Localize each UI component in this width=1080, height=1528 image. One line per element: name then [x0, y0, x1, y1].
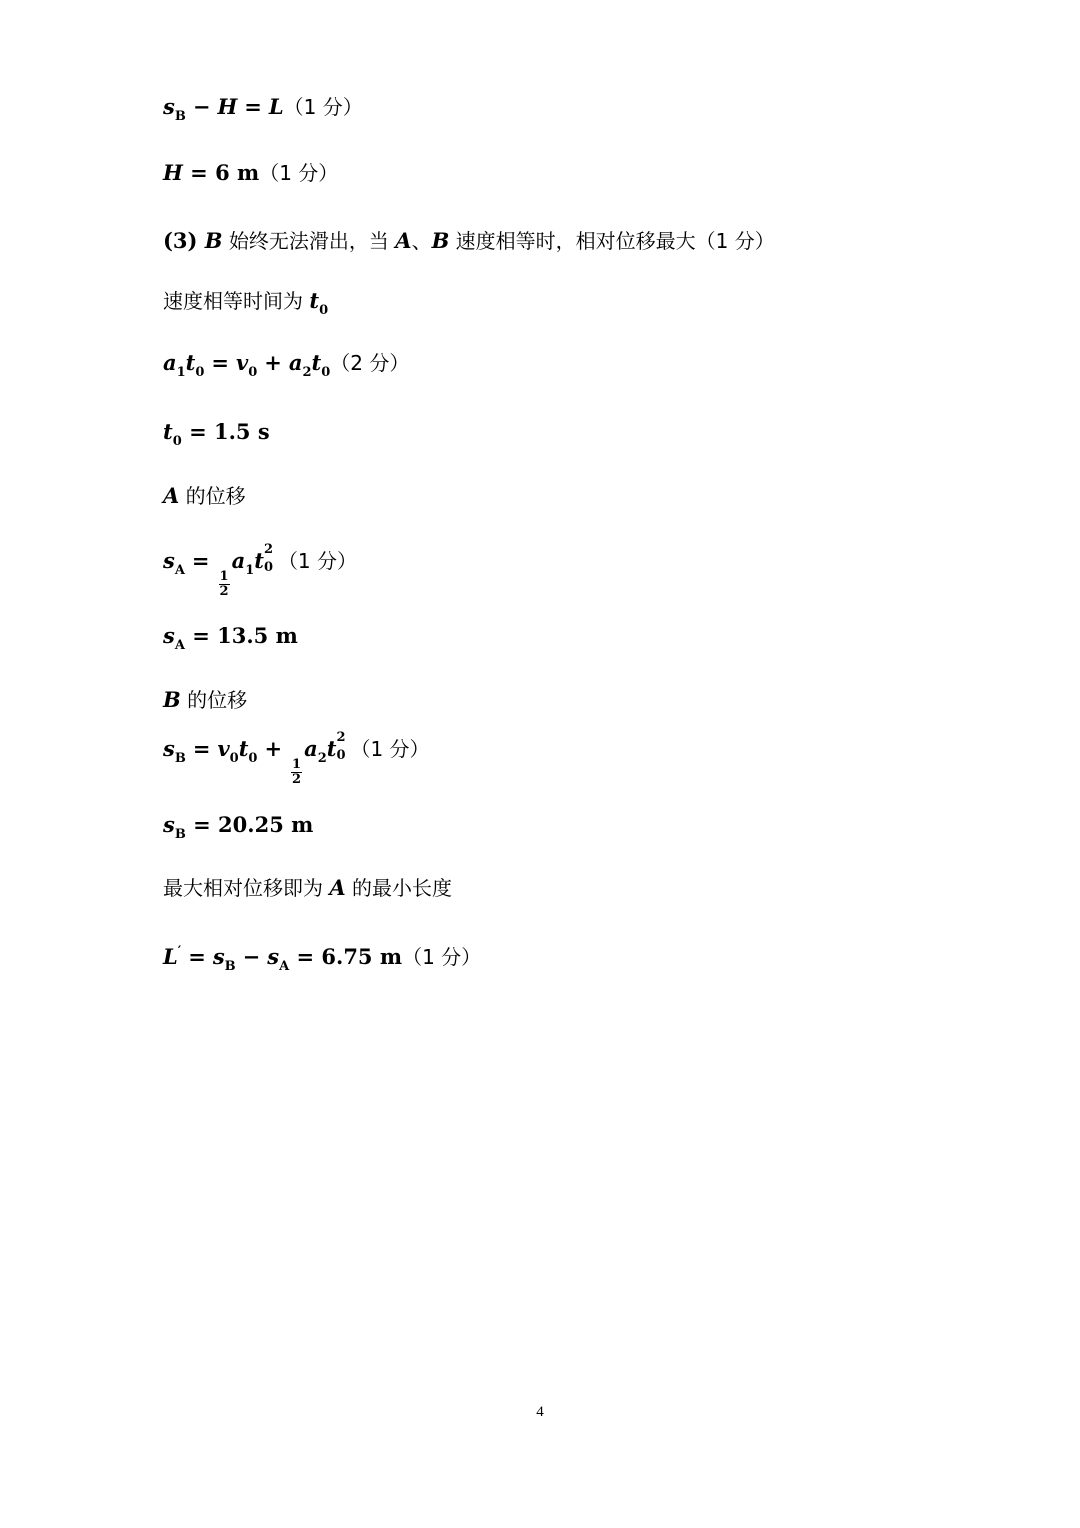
score-note: （1 分）: [283, 95, 363, 119]
equation-line-9: $s_A = 13.5$ m: [163, 623, 298, 653]
score-note: （1 分）: [350, 737, 430, 761]
score-note: （1 分）: [402, 945, 482, 969]
equation-line-11: $s_B = v_0t_0$ + $\frac{1}{2}$ $a_2t$ 2 0 （1 分）: [163, 730, 430, 787]
fraction-one-half: $\frac{1}{2}$: [292, 757, 302, 787]
equation-line-8: $s_A$ = $\frac{1}{2}$ $a_1t$ 2 0 （1 分）: [163, 542, 358, 599]
fraction-one-half: $\frac{1}{2}$: [219, 569, 229, 599]
section-3-statement: (3) B 始终无法滑出，当 A、B 速度相等时，相对位移最大（1 分）: [163, 228, 775, 253]
page-number: 4: [536, 1404, 544, 1420]
equation-line-5: $a_1t_0 = v_0 + a_2t_0(2$ 分）: [163, 350, 410, 380]
section-label: (3): [163, 228, 198, 253]
text-line-max-relative-displacement: 最大相对位移即为 A 的最小长度: [163, 875, 453, 900]
equation-line-1: $s_B - H = L(1$ 分）: [163, 94, 363, 124]
equation-line-12: $s_B = 20.25$ m: [163, 812, 314, 842]
score-note: （1 分）: [259, 161, 339, 185]
text-line-b-displacement: B 的位移: [163, 687, 248, 712]
score-note: （2 分）: [330, 351, 410, 375]
score-note: （1 分）: [277, 549, 358, 573]
equation-line-2: H = 6 m（1 分）: [163, 160, 339, 185]
text-line-a-displacement: A 的位移: [163, 483, 246, 508]
equation-line-6: $t_0 = 1.5$ s: [163, 419, 270, 449]
equation-line-14: $L' = s_B - s_A = 6.75$ m（1 分）: [163, 944, 482, 974]
text-line-equal-speed-time: 速度相等时间为 $t_0$: [163, 288, 329, 318]
equation-value: = 6 m: [190, 160, 260, 185]
